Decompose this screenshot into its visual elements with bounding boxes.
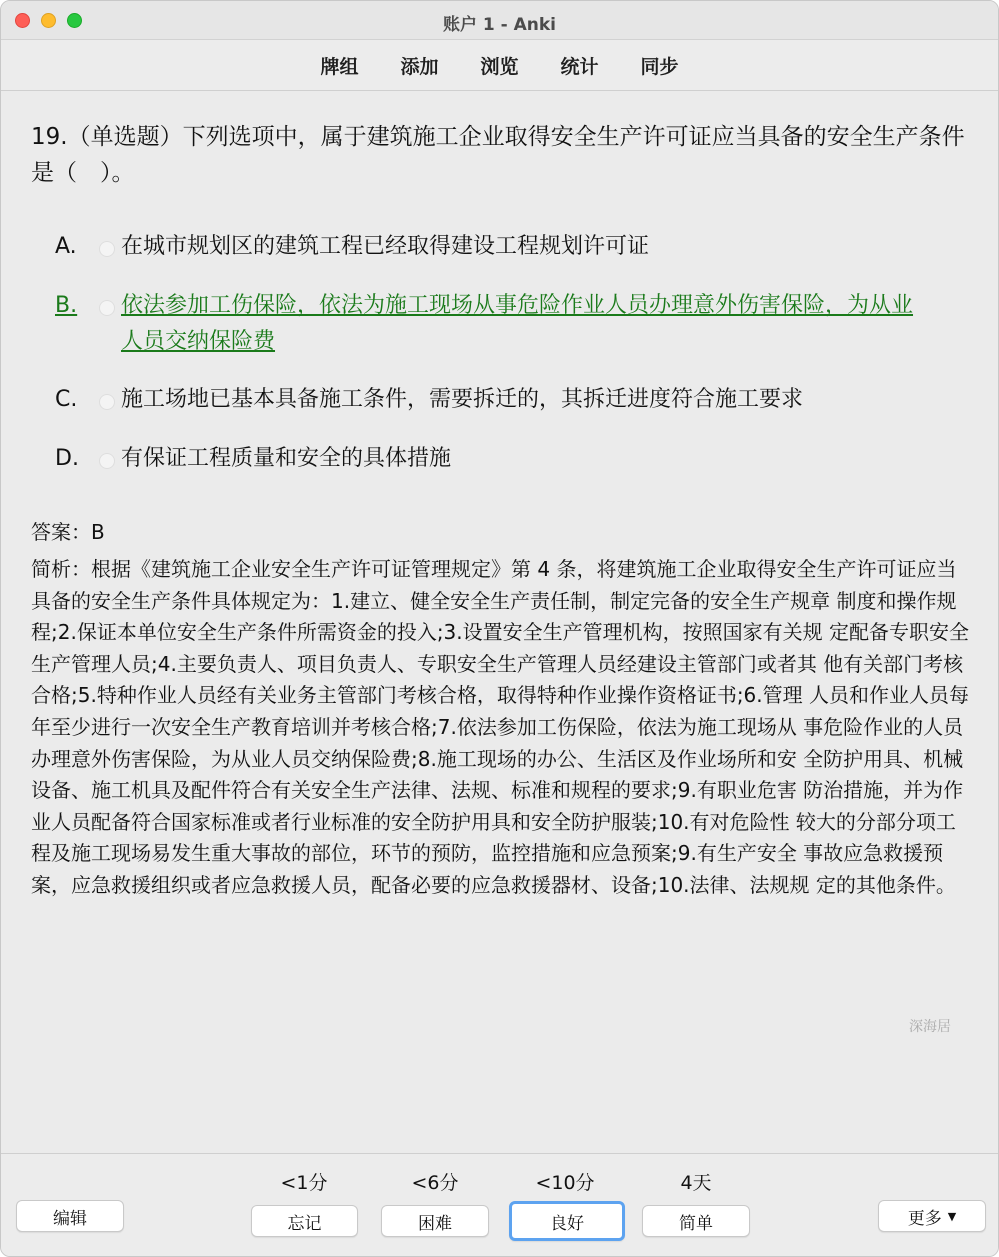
easy-button-label: 简单	[679, 1213, 713, 1234]
again-button[interactable]	[251, 1205, 358, 1237]
radio-icon[interactable]	[99, 300, 115, 316]
hard-button[interactable]	[381, 1205, 489, 1237]
edit-button[interactable]	[16, 1200, 124, 1232]
title-bar	[1, 1, 998, 40]
question-text: 19.（单选题）下列选项中，属于建筑施工企业取得安全生产许可证应当具备的安全生产条件是（ ）。	[31, 124, 965, 186]
toolbar-decks[interactable]: 牌组	[320, 55, 359, 78]
option-text: 有保证工程质量和安全的具体措施	[121, 446, 452, 471]
watermark-text: 深海居	[909, 1019, 951, 1035]
option-letter: B.	[55, 293, 78, 318]
option-a[interactable]	[55, 229, 921, 265]
radio-icon[interactable]	[99, 453, 115, 469]
interval-good: <10分	[535, 1172, 595, 1194]
interval-again: <1分	[280, 1172, 328, 1194]
good-button[interactable]	[509, 1201, 625, 1241]
again-button-label: 忘记	[287, 1213, 322, 1234]
edit-button-label: 编辑	[53, 1208, 87, 1229]
interval-easy: 4天	[680, 1172, 712, 1194]
option-letter: C.	[55, 387, 78, 412]
radio-icon[interactable]	[99, 394, 115, 410]
more-button-label: 更多	[907, 1208, 942, 1229]
option-letter: D.	[55, 446, 79, 471]
toolbar-stats[interactable]: 统计	[560, 55, 599, 78]
window-title: 账户 1 - Anki	[442, 15, 557, 35]
option-d[interactable]	[55, 441, 921, 477]
main-toolbar	[1, 40, 998, 91]
hard-button-label: 困难	[418, 1213, 452, 1234]
option-text: 施工场地已基本具备施工条件，需要拆迁的，其拆迁进度符合施工要求	[121, 387, 804, 412]
option-text: 依法参加工伤保险，依法为施工现场从事危险作业人员办理意外伤害保险，为从业人员交纳保险费	[121, 293, 914, 354]
caret-down-icon: ▼	[947, 1209, 957, 1223]
option-c[interactable]	[55, 382, 921, 418]
explanation-text: 简析：根据《建筑施工企业安全生产许可证管理规定》第 4 条，将建筑施工企业取得安全生产许可证应当具备的安全生产条件具体规定为：1.建立、健全安全生产责任制，制定完备的安全生产规章 制度和操作规程;2.保证本单位安全生产条件所需资金的投入;3.设置安全生产管理机构，按照国家有关规 定配备专职安全生产管理人员;4.主要负责人、项目负责人、专职安全生产管理人员经建设主管部门或者其 他有关部门考核合格;5.特种作业人员经有关业务主管部门考核合格，取得特种作业操作资格证书;6.管理 人员和作业人员每年至少进行一次安全生产教育培训并考核合格;7.依法参加工伤保险，依法为施工现场从 事危险作业的人员办理意外伤害保险，为从业人员交纳保险费;8.施工现场的办公、生活区及作业场所和安 全防护用具、机械设备、施工机具及配件符合有关安全生产法律、法规、标准和规程的要求;9.有职业危害 防治措施，并为作业人员配备符合国家标准或者行业标准的安全防护用具和安全防护服装;10.有对危险性 较大的分部分项工程及施工现场易发生重大事故的部位，环节的预防，监控措施和应急预案;9.有生产安全 事故应急救援预案，应急救援组织或者应急救援人员，配备必要的应急救援器材、设备;10.法律、法规规 定的其他条件。	[31, 557, 969, 897]
option-text: 在城市规划区的建筑工程已经取得建设工程规划许可证	[121, 234, 650, 259]
more-button[interactable]	[878, 1200, 986, 1232]
answer-bar	[1, 1153, 998, 1257]
option-b[interactable]	[55, 288, 916, 360]
toolbar-sync[interactable]: 同步	[640, 55, 679, 78]
good-button-label: 良好	[550, 1213, 584, 1234]
toolbar-add[interactable]: 添加	[400, 55, 439, 78]
option-letter: A.	[55, 234, 77, 259]
radio-icon[interactable]	[99, 241, 115, 257]
toolbar-browse[interactable]: 浏览	[480, 55, 519, 78]
card-content	[1, 91, 998, 1153]
interval-hard: <6分	[411, 1172, 459, 1194]
easy-button[interactable]	[642, 1205, 750, 1237]
answer-text: 答案：B	[31, 520, 105, 544]
